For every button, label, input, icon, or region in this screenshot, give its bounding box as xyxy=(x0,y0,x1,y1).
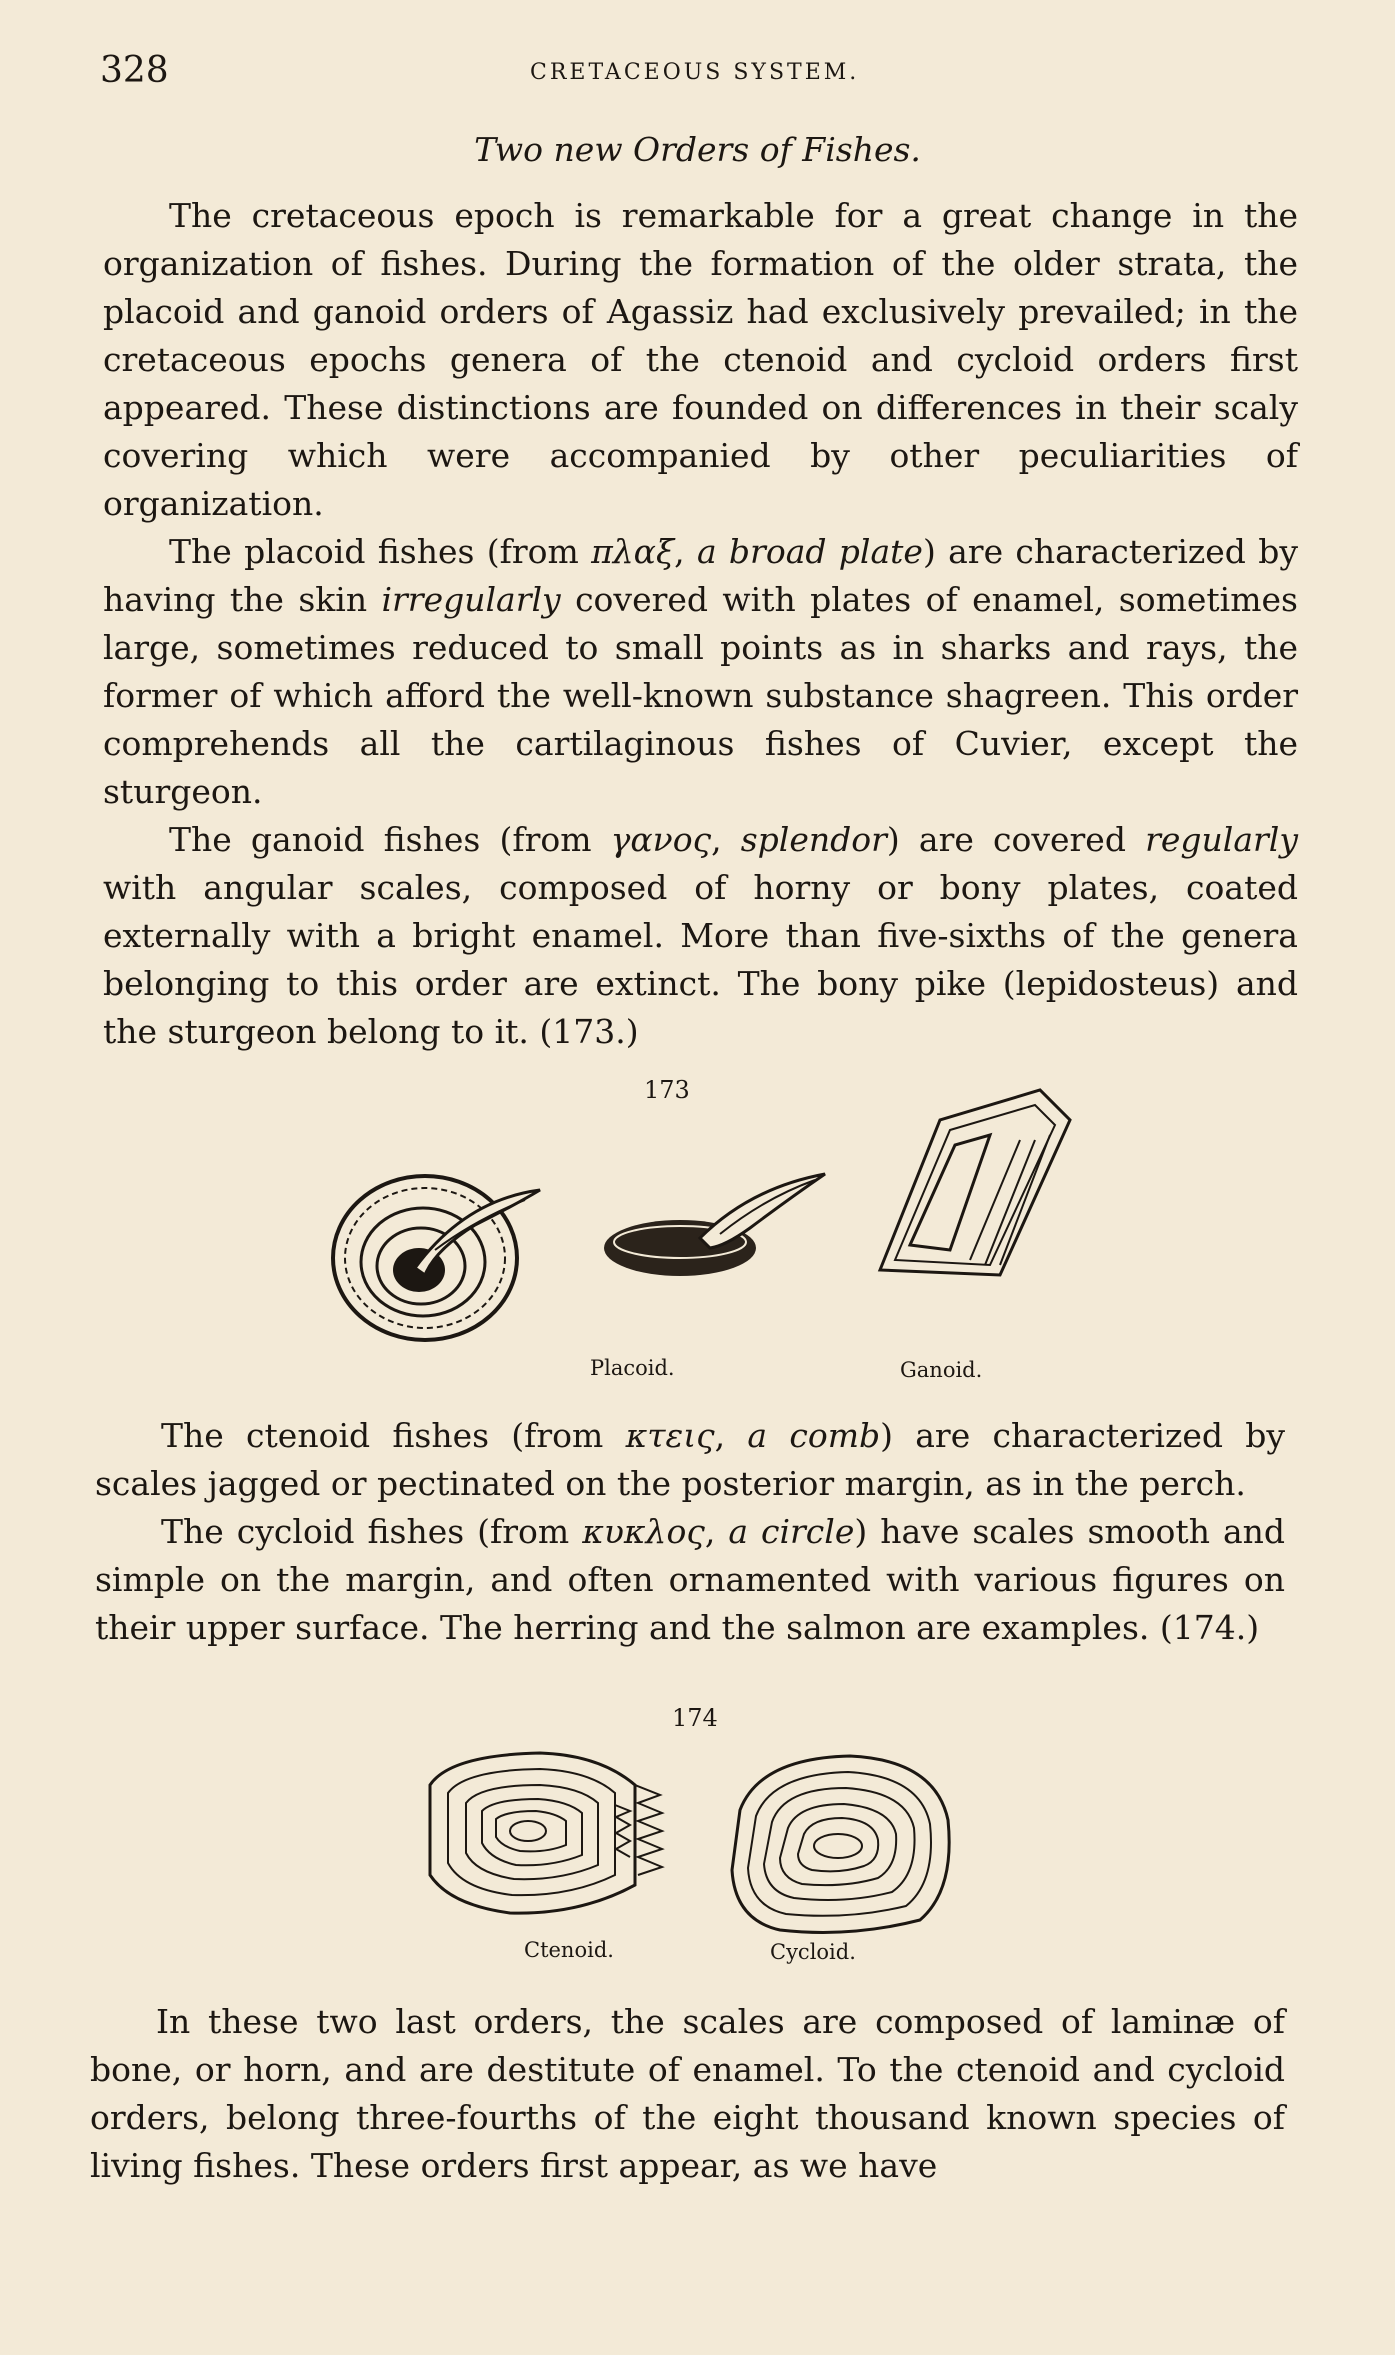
running-head: CRETACEOUS SYSTEM. xyxy=(530,60,860,85)
paragraph-ganoid: The ganoid fishes (from γανος, splendor) are covered regularly with angular scales, composed of horny or bony plates, coated externally with a bright enamel. More than five-sixths of the genera belonging to this order are extinct. The bony pike (lepidosteus) and the sturgeon belong to it. (173.) xyxy=(103,820,1298,1051)
text-block-upper xyxy=(103,192,1298,1056)
paragraph-intro: The cretaceous epoch is remarkable for a great change in the organization of fishes. During the formation of the older strata, the placoid and ganoid orders of Agassiz had exclusively prevailed; in the cretaceous epochs genera of the ctenoid and cycloid orders first appeared. These distinctions are founded on differences in their scaly covering which were accompanied by other peculiarities of organization. xyxy=(103,196,1298,523)
text-block-lower xyxy=(90,1998,1285,2190)
caption-placoid: Placoid. xyxy=(590,1356,675,1380)
ctenoid-scale-illustration xyxy=(420,1745,680,1930)
paragraph-placoid: The placoid fishes (from πλαξ, a broad plate) are characterized by having the skin irregularly covered with plates of enamel, sometimes large, sometimes reduced to small points as in sharks and rays, the former of which afford the well-known substance shagreen. This order comprehends all the cartilaginous fishes of Cuvier, except the sturgeon. xyxy=(103,532,1298,811)
ganoid-scale-illustration xyxy=(840,1080,1080,1280)
section-title: Two new Orders of Fishes. xyxy=(474,130,921,169)
emphasis: regularly xyxy=(1145,820,1298,859)
cycloid-scale-illustration xyxy=(720,1750,960,1940)
greek-term: κτεις xyxy=(625,1416,715,1455)
gloss: a circle xyxy=(728,1512,855,1551)
placoid-scale-illustration xyxy=(325,1150,555,1350)
greek-term: κυκλος xyxy=(582,1512,705,1551)
figure-174-number: 174 xyxy=(672,1704,718,1732)
greek-term: γανος xyxy=(610,820,712,859)
caption-cycloid: Cycloid. xyxy=(770,1940,856,1964)
figure-173-number: 173 xyxy=(644,1076,690,1104)
page-header xyxy=(100,50,1300,100)
gloss: splendor xyxy=(740,820,887,859)
caption-ganoid: Ganoid. xyxy=(900,1358,983,1382)
caption-ctenoid: Ctenoid. xyxy=(524,1938,614,1962)
paragraph-cycloid: The cycloid fishes (from κυκλος, a circle) have scales smooth and simple on the margin, and often ornamented with various figures on their upper surface. The herring and the salmon are examples. (174.) xyxy=(95,1512,1285,1647)
page-number: 328 xyxy=(100,50,169,91)
text-block-middle xyxy=(95,1412,1285,1652)
ganoid-scale-side-illustration xyxy=(600,1168,830,1288)
greek-term: πλαξ xyxy=(591,532,675,571)
emphasis: irregularly xyxy=(381,580,561,619)
paragraph-ctenoid: The ctenoid fishes (from κτεις, a comb) are characterized by scales jagged or pectinated on the posterior margin, as in the perch. xyxy=(95,1416,1286,1503)
gloss: a comb xyxy=(747,1416,881,1455)
gloss: a broad plate xyxy=(696,532,923,571)
paragraph-laminae: In these two last orders, the scales are composed of laminæ of bone, or horn, and are destitute of enamel. To the ctenoid and cycloid orders, belong three-fourths of the eight thousand known species of living fishes. These orders first appear, as we have xyxy=(90,2002,1285,2185)
